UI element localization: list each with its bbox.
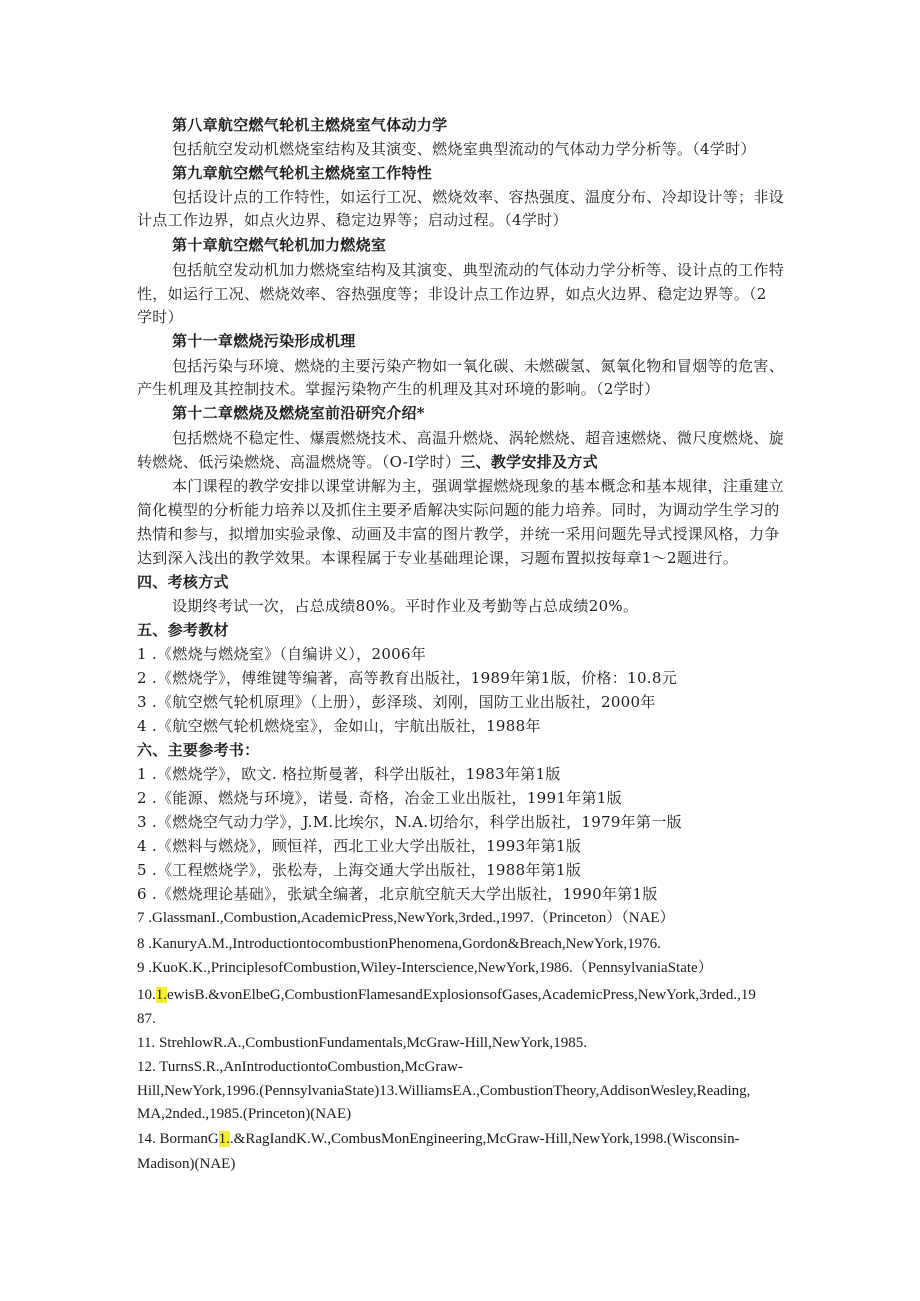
chapter-9-body-line: 计点工作边界，如点火边界、稳定边界等；启动过程。（4学时） — [137, 211, 568, 229]
highlight-mark: 1. — [155, 987, 167, 1003]
reference-14-text: .&RagIandK.W.,CombusMonEngineering,McGraw-Hill,NewYork,1998.(Wisconsin- — [229, 1131, 740, 1147]
reference-item: 6 .《燃烧理论基础》，张斌全编著，北京航空航天大学出版社，1990年第1版 — [137, 885, 658, 903]
chapter-10-title: 第十章航空燃气轮机加力燃烧室 — [172, 236, 387, 254]
teaching-body-line: 热情和参与，拟增加实验录像、动画及丰富的图片教学，并统一采用问题先导式授课风格，力争 — [137, 525, 780, 543]
highlight-mark: 1. — [218, 1131, 230, 1147]
reference-continuation: MA,2nded.,1985.(Princeton)(NAE) — [137, 1106, 352, 1122]
chapter-10-body-line: 性，如运行工况、燃烧效率、容热强度等；非设计点工作边界，如点火边界、稳定边界等。（2 — [137, 285, 767, 303]
reference-item: 4 .《燃料与燃烧》，顾恒祥，西北工业大学出版社，1993年第1版 — [137, 837, 582, 855]
reference-item — [137, 984, 756, 1006]
assessment-body: 设期终考试一次，占总成绩80%。平时作业及考勤等占总成绩20%。 — [172, 597, 639, 615]
reference-item: 1 .《燃烧学》，欧文. 格拉斯曼著，科学出版社，1983年第1版 — [137, 765, 561, 783]
reference-14-text: 14. BormanG — [137, 1131, 219, 1147]
chapter-11-body-line: 包括污染与环境、燃烧的主要污染产物如一氧化碳、未燃碳氢、氮氧化物和冒烟等的危害、 — [172, 357, 785, 375]
reference-10-text: ewisB.&vonElbeG,CombustionFlamesandExplosionsofGases,AcademicPress,NewYork,3rded.,19 — [167, 987, 756, 1003]
section-6-heading: 六、主要参考书： — [137, 741, 260, 759]
reference-continuation: Madison)(NAE) — [137, 1156, 236, 1172]
section-4-heading: 四、考核方式 — [137, 573, 229, 591]
reference-item: 12. TurnsS.R.,AnIntroductiontoCombustion,McGraw- — [137, 1059, 463, 1075]
reference-continuation: Hill,NewYork,1996.(PennsylvaniaState)13.WilliamsEA.,CombustionTheory,AddisonWesley,Reading, — [137, 1083, 751, 1099]
chapter-9-title: 第九章航空燃气轮机主燃烧室工作特性 — [172, 164, 433, 182]
reference-item: 2 .《能源、燃烧与环境》，诺曼. 奇格，冶金工业出版社，1991年第1版 — [137, 789, 622, 807]
chapter-12-title: 第十二章燃烧及燃烧室前沿研究介绍* — [172, 404, 425, 422]
teaching-body-line: 达到深入浅出的教学效果。本课程属于专业基础理论课，习题布置拟按每章1～2题进行。 — [137, 549, 739, 567]
textbook-item: 3 .《航空燃气轮机原理》（上册），彭泽琰、刘刚，国防工业出版社，2000年 — [137, 693, 656, 711]
chapter-12-body-line: 包括燃烧不稳定性、爆震燃烧技术、高温升燃烧、涡轮燃烧、超音速燃烧、微尺度燃烧、旋 — [172, 429, 785, 447]
reference-item: 3 .《燃烧空气动力学》，J.M.比埃尔，N.A.切给尔，科学出版社，1979年第一版 — [137, 813, 682, 831]
chapter-8-title: 第八章航空燃气轮机主燃烧室气体动力学 — [172, 116, 448, 134]
reference-continuation: 87. — [137, 1011, 156, 1027]
chapter-12-body-line — [137, 451, 598, 473]
reference-item: 5 .《工程燃烧学》，张松寿，上海交通大学出版社，1988年第1版 — [137, 861, 582, 879]
section-5-heading: 五、参考教材 — [137, 621, 229, 639]
chapter-12-body-last: 转燃烧、低污染燃烧、高温燃烧等。（O-I学时） — [137, 453, 461, 471]
reference-item: 11. StrehlowR.A.,CombustionFundamentals,McGraw-Hill,NewYork,1985. — [137, 1035, 587, 1051]
teaching-body-line: 简化模型的分析能力培养以及抓住主要矛盾解决实际问题的能力培养。同时，为调动学生学习的 — [137, 501, 780, 519]
chapter-10-body-line: 学时） — [137, 308, 183, 326]
reference-10-number: 10. — [137, 987, 156, 1003]
textbook-item: 2 .《燃烧学》，傅维键等编著，高等教育出版社，1989年第1版，价格：10.8元 — [137, 669, 677, 687]
chapter-8-body: 包括航空发动机燃烧室结构及其演变、燃烧室典型流动的气体动力学分析等。（4学时） — [172, 140, 756, 158]
section-3-heading: 三、教学安排及方式 — [460, 453, 598, 471]
reference-item: 8 .KanuryA.M.,IntroductiontocombustionPhenomena,Gordon&Breach,NewYork,1976. — [137, 936, 661, 952]
chapter-11-title: 第十一章燃烧污染形成机理 — [172, 332, 356, 350]
chapter-11-body-line: 产生机理及其控制技术。掌握污染物产生的机理及其对环境的影响。（2学时） — [137, 380, 660, 398]
reference-item — [137, 1128, 740, 1150]
reference-item: 7 .GlassmanI.,Combustion,AcademicPress,NewYork,3rded.,1997.（Princeton）（NAE） — [137, 910, 675, 926]
chapter-10-body-line: 包括航空发动机加力燃烧室结构及其演变、典型流动的气体动力学分析等、设计点的工作特 — [172, 261, 785, 279]
chapter-9-body-line: 包括设计点的工作特性，如运行工况、燃烧效率、容热强度、温度分布、冷却设计等；非设 — [172, 188, 785, 206]
textbook-item: 1 .《燃烧与燃烧室》（自编讲义），2006年 — [137, 645, 427, 663]
reference-item: 9 .KuoK.K.,PrinciplesofCombustion,Wiley-Interscience,NewYork,1986.（PennsylvaniaState） — [137, 960, 713, 976]
teaching-body-line: 本门课程的教学安排以课堂讲解为主，强调掌握燃烧现象的基本概念和基本规律，注重建立 — [172, 477, 785, 495]
textbook-item: 4 .《航空燃气轮机燃烧室》，金如山，宇航出版社，1988年 — [137, 717, 541, 735]
